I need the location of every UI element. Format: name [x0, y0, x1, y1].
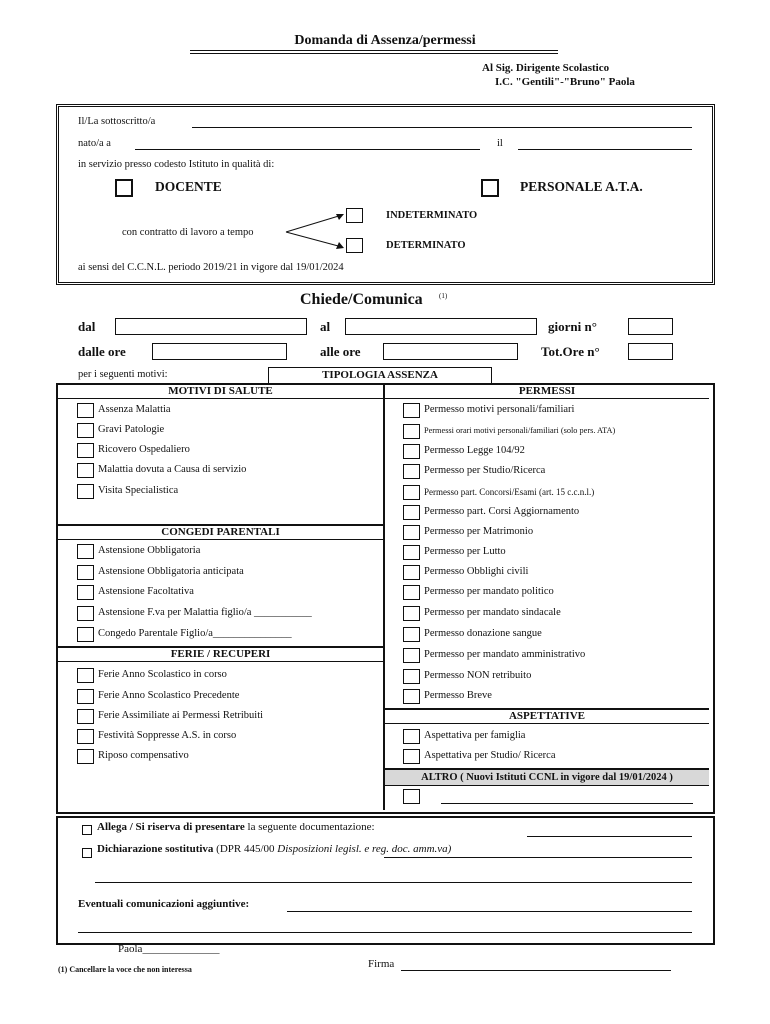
holidays-checkbox[interactable]	[77, 729, 94, 744]
place-date: Paola______________	[118, 943, 220, 955]
to-hour-label: alle ore	[320, 344, 361, 359]
declaration-field[interactable]	[384, 857, 692, 858]
recipient-line-1: Al Sig. Dirigente Scolastico	[482, 62, 610, 74]
permit-checkbox[interactable]	[403, 606, 420, 621]
ata-label: PERSONALE A.T.A.	[520, 179, 643, 194]
footnote: (1) Cancellare la voce che non interessa	[58, 965, 192, 974]
reasons-label: per i seguenti motivi:	[78, 369, 168, 380]
health-checkbox[interactable]	[77, 443, 94, 458]
declaration-text: Dichiarazione sostitutiva (DPR 445/00 Disposizioni legisl. e reg. doc. amm.va)	[97, 843, 452, 855]
parental-checkbox[interactable]	[77, 544, 94, 559]
birthdate-field[interactable]	[518, 149, 692, 150]
declaration-checkbox[interactable]	[82, 848, 92, 858]
permit-checkbox[interactable]	[403, 444, 420, 459]
total-hours-input[interactable]	[628, 343, 673, 360]
attach-text: Allega / Si riserva di presentare la seguente documentazione:	[97, 821, 375, 833]
permit-checkbox[interactable]	[403, 464, 420, 479]
docente-label: DOCENTE	[155, 179, 222, 194]
table-divider	[383, 383, 385, 810]
permit-checkbox[interactable]	[403, 585, 420, 600]
birthplace-field[interactable]	[135, 149, 480, 150]
permit-checkbox[interactable]	[403, 689, 420, 704]
days-input[interactable]	[628, 318, 673, 335]
permit-checkbox[interactable]	[403, 505, 420, 520]
holidays-checkbox[interactable]	[77, 689, 94, 704]
attach-checkbox[interactable]	[82, 825, 92, 835]
service-label: in servizio presso codesto Istituto in qualità di:	[78, 159, 275, 170]
determinato-label: DETERMINATO	[386, 240, 466, 251]
name-field[interactable]	[192, 127, 692, 128]
to-date-label: al	[320, 319, 331, 334]
health-checkbox[interactable]	[77, 423, 94, 438]
docente-checkbox[interactable]	[115, 179, 133, 197]
to-date-input[interactable]	[345, 318, 537, 335]
health-header: MOTIVI DI SALUTE	[58, 385, 383, 399]
to-hour-input[interactable]	[383, 343, 518, 360]
leave-checkbox[interactable]	[403, 749, 420, 764]
indeterminato-label: INDETERMINATO	[386, 210, 478, 221]
permit-checkbox[interactable]	[403, 565, 420, 580]
parental-checkbox[interactable]	[77, 606, 94, 621]
other-field[interactable]	[441, 803, 693, 804]
other-checkbox[interactable]	[403, 789, 420, 804]
name-label: Il/La sottoscritto/a	[78, 116, 156, 127]
documents-extra-line[interactable]	[95, 882, 692, 883]
parental-checkbox[interactable]	[77, 627, 94, 642]
permits-header: PERMESSI	[385, 385, 709, 399]
title-underline-2	[190, 53, 558, 54]
from-hour-label: dalle ore	[78, 344, 126, 359]
contract-label: con contratto di lavoro a tempo	[122, 227, 254, 238]
health-checkbox[interactable]	[77, 403, 94, 418]
signature-field[interactable]	[401, 970, 671, 971]
days-label: giorni n°	[548, 319, 597, 334]
permit-checkbox[interactable]	[403, 627, 420, 642]
total-hours-label: Tot.Ore n°	[541, 344, 600, 359]
ata-checkbox[interactable]	[481, 179, 499, 197]
absence-type-header: TIPOLOGIA ASSENZA	[268, 367, 492, 384]
document-title: Domanda di Assenza/permessi	[294, 33, 476, 48]
birthdate-label: il	[497, 138, 503, 149]
holidays-header: FERIE / RECUPERI	[58, 648, 383, 662]
page: Domanda di Assenza/permessi Al Sig. Dirigente Scolastico I.C. "Gentili"-"Bruno" Paola Il/La sottoscritto/a nato/a a il in servizio presso codesto Istituto in qualità di: DOCENTE PERSONALE A.T.A. con contratto di lavoro a tempo INDETERMINATO DETERMINATO ai sensi del C.C.N.L. periodo 2019/21 in vigore dal 19/01/2024 Chiede/Comunica (1) dal al giorni n° dalle ore alle ore Tot.Ore n° per i seguenti motivi: TIPOLOGIA ASSENZA MOTIVI DI SALUTE Assenza Malattia Gravi Patologie Ricovero Ospedaliero Malattia dovuta a Causa di servizio Visita Specialistica CONGEDI PARENTALI Astensione Obbligatoria Astensione Obbligatoria anticipata Astensione Facoltativa Astensione F.va per Malattia figlio/a ___________ Congedo Parentale Figlio/a_______________ FERIE / RECUPERI Ferie Anno Scolastico in corso Ferie Anno Scolastico Precedente Ferie Assimiliate ai Permessi Retribuiti Festività Soppresse A.S. in corso Riposo compensativo PERMESSI Permesso motivi personali/familiari Permessi orari motivi personali/familiari (solo pers. ATA) Permesso Legge 104/92 Permesso per Studio/Ricerca Permesso part. Concorsi/Esami (art. 15 c.c.n.l.) Permesso part. Corsi Aggiornamento Permesso per Matrimonio Permesso per Lutto Permesso Obblighi civili Permesso per mandato politico Permesso per mandato sindacale Permesso donazione sangue Permesso per mandato amministrativo Permesso NON retribuito Permesso Breve ASPETTATIVE Aspettativa per famiglia Aspettativa per Studio/ Ricerca ALTRO ( Nuovi Istituti CCNL in vigore dal 19/01/2024 ) Allega / Si riserva di presentare la seguente documentazione: Dichiarazione sostitutiva (DPR 445/00 Disposizioni legisl. e reg. doc. amm.va) Eventuali comunicazioni aggiuntive: Paola______________ Firma (1) Cancellare la voce che non interessa	[0, 0, 770, 1024]
parental-checkbox[interactable]	[77, 565, 94, 580]
extra-communications-label: Eventuali comunicazioni aggiuntive:	[78, 898, 250, 910]
from-hour-input[interactable]	[152, 343, 287, 360]
title-underline	[190, 50, 558, 51]
attach-field[interactable]	[527, 836, 692, 837]
permit-checkbox[interactable]	[403, 648, 420, 663]
parental-header: CONGEDI PARENTALI	[58, 526, 383, 540]
extra-communications-line[interactable]	[78, 932, 692, 933]
permit-checkbox[interactable]	[403, 424, 420, 439]
leave-checkbox[interactable]	[403, 729, 420, 744]
permit-checkbox[interactable]	[403, 485, 420, 500]
extra-communications-field[interactable]	[287, 911, 692, 912]
signature-label: Firma	[368, 958, 395, 970]
holidays-checkbox[interactable]	[77, 749, 94, 764]
from-date-label: dal	[78, 319, 96, 334]
permit-checkbox[interactable]	[403, 545, 420, 560]
request-title-note: (1)	[439, 292, 448, 300]
health-checkbox[interactable]	[77, 463, 94, 478]
holidays-checkbox[interactable]	[77, 668, 94, 683]
ccnl-text: ai sensi del C.C.N.L. periodo 2019/21 in vigore dal 19/01/2024	[78, 262, 344, 273]
determinato-checkbox[interactable]	[346, 238, 363, 253]
leave-header: ASPETTATIVE	[385, 710, 709, 724]
holidays-checkbox[interactable]	[77, 709, 94, 724]
indeterminato-checkbox[interactable]	[346, 208, 363, 223]
contract-arrows	[284, 208, 348, 252]
health-checkbox[interactable]	[77, 484, 94, 499]
permit-checkbox[interactable]	[403, 525, 420, 540]
from-date-input[interactable]	[115, 318, 307, 335]
permit-checkbox[interactable]	[403, 669, 420, 684]
recipient-line-2: I.C. "Gentili"-"Bruno" Paola	[495, 76, 635, 88]
parental-checkbox[interactable]	[77, 585, 94, 600]
other-header: ALTRO ( Nuovi Istituti CCNL in vigore dal 19/01/2024 )	[385, 770, 709, 786]
permit-checkbox[interactable]	[403, 403, 420, 418]
born-label: nato/a a	[78, 138, 111, 149]
request-title: Chiede/Comunica	[300, 291, 423, 308]
